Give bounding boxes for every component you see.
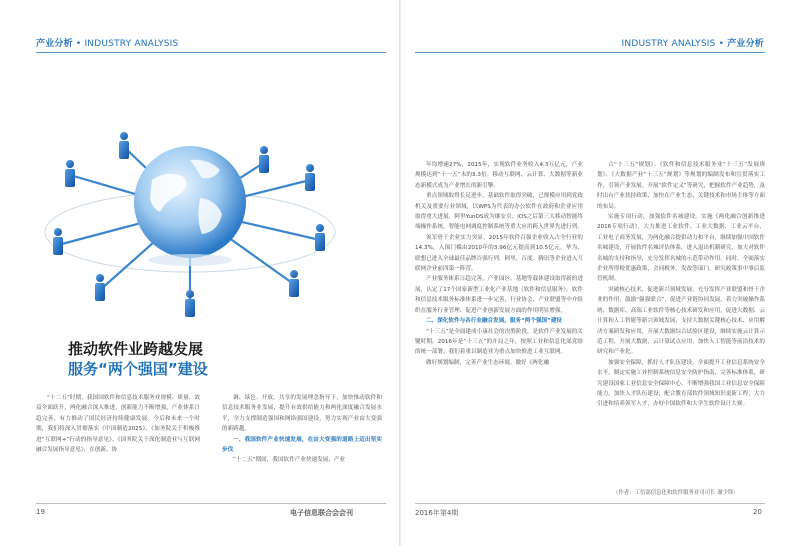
section-header-en: INDUSTRY ANALYSIS [84,39,179,49]
magazine-name: 电子信息联合会会刊 [290,509,353,517]
section-header-bullet: • [715,39,728,49]
paragraph: 领军骨干企业实力突显，2015年软件百强企业收入占全行业的14.3%，入围门槛由2010年的3.96亿元提高到10.5亿元。华为、联想已进入全球最佳品牌百强行列，阿里、百度、腾讯等企业进入互联网企业前四第一阵营。 [415,234,583,273]
paragraph: 重点领域取得长足进步，基础软件取得突破，已规模应用到党政机关及重要行业领域，以WPS为代表的办公软件在政府和企业应用取得重大进展，阿里YunOS成为继安卓、iOS之后第三大移动智能终端操作系统，智能电网调度控制系统等重大应用跨入世界先进行列。 [415,193,583,231]
section-header-cn: 产业分析 [36,39,73,49]
paragraph: 合“十三五”规划》、《软件和信息技术服务业“十三五”发展规划》、《大数据产业“十三五”规划》等规划的编制发布和宣贯落实工作，引领产业发展。开展“软件定义”等研究，把握软件产业趋势，及时出台产业扶持政策，加快在产业生态、关键技术和市场主体等方面的布局。 [597,162,766,210]
section-header-bullet: • [72,39,85,49]
section-header-left [36,36,178,49]
paragraph: “十二五”时期，我国国软件和信息技术服务业规模、质量、效益全面跃升，两化融合深入推进，创新能力不断增强，产业体系日趋完善，有力推动了国民经济持续健康发展。今后和未来一个时期，我们将深入贯彻落实《中国制造2025》、《加务院关于积极推进“互联网+”行动的指导意见》、《国务院关于深化制造业与互联网融合发展指导意见》，在创新、协 [36,395,200,454]
paragraph: 做好规划编制，完善产业生态环境。做好《两化融 [426,359,550,366]
article-title-line1: 推动软件业跨越发展 [68,340,204,358]
section-heading-2: 二、深化软件与各行业融合发展，服务“两个强国”建设 [426,318,563,325]
network-globe-illustration [40,120,340,330]
footer-rule [36,503,386,504]
article-title-line2: 服务“两个强国”建设 [68,360,208,378]
left-page [0,0,399,546]
issue-label: 2016年第4期 [415,509,459,517]
page-number-right: 20 [753,508,762,516]
paragraph: 加强安全保障，抓好人才队伍建设。全面提升工业信息系统安全水平，制定实施工业控制系统信息安全防护指南，完善标准体系，研究建设国家工业信息安全保障中心。不断增强我国工业信息安全保障能力，加快人才队伍建设，配合教育部软件领域知识更新工程，大力引进和培养领军人才，办好中国软件和大学生软件设计大赛。 [597,359,765,408]
footer-rule [415,503,765,504]
body-column-4 [597,160,765,410]
paragraph: 年均增速27%，2015年，实现软件业务收入4.3万亿元，产业规模达到“十一五”末的3.3倍。移动互联网、云计算、大数据等新业态新模式成为产业增长的新引擎。 [415,162,583,189]
header-rule [415,52,765,53]
section-header-cn: 产业分析 [727,39,764,49]
header-rule [36,52,386,53]
paragraph: “十二五”期间，我国软件产业快速发展，产业 [233,457,346,464]
body-column-2 [222,393,382,466]
section-header-right [622,36,764,49]
body-column-1 [36,393,200,455]
paragraph: “十三五”是全面建成小康社会的决胜阶段，是软件产业发展的关键时期。2016年是“十三五”的开局之年，按照工业和信息化部党组的统一部署，我们着重以制造业为重点加快推进工业互联网。 [415,328,583,356]
right-page [401,0,800,546]
paragraph: 调、绿色、开放、共享的发展理念指导下，加快推动软件和信息技术服务业发展，提升有效供给能力和两化深度融合发展水平，全力支撑制造强国和网络强国建设，努力实现产业由大变强的新跨越。 [222,395,382,433]
body-column-3 [415,160,583,368]
page-number-left: 19 [36,508,45,516]
section-header-en: INDUSTRY ANALYSIS [621,39,716,49]
paragraph: 产业服务体系日趋完善，产业园区、基地等载体建设取得新的进展，认定了17个国家新型工业化产业基地（软件和信息服务），软件和信息技术服务标准体系进一步完善，行业协会、产业联盟等中介组织在服务行业管理、促进产业创新发展方面的作用明显增强。 [415,276,583,314]
section-heading-1: 一、我国软件产业快速发展，在由大变强的道路上迈出坚实步伐 [222,436,382,454]
paragraph: 突破核心技术，促进新兴领域发展。充分发挥产业联盟和骨干企业的作用，鼓励“强强联合”，促进产业链协同发展，着力突破操作系统、数据库、高端工业软件等核心技术研发和应用，促进大数据、云计算和人工智能等新兴领域发展，支持大数据关键核心技术、应用解决方案研发和应用，开展大数据综合试验区建设，继续实施云计算示范工程，开展大数据、云计算试点应用，加快人工智能等前沿技术的研究和产业化。 [597,286,766,356]
author-credit: （作者：工信部信息化和软件服务业司司长 谢少锋） [613,490,739,496]
paragraph: 实施专项行动，加强软件名城建设。实施《两化融合创新推进2016专项行动》，大力推进工业软件、工业大数据、工业云平台、工业电子商务发展，为两化融合提供动力和平台，继续加强中国软件名城建设，开展软件名城评估体系，进入退出机制研究，加大对软件名城的支持和指导，充分发挥名城的示范带动作用。同时，全面落实企业所得税优惠政策，会同税务、发改等部门，研究政策事中事后监管机制。 [597,214,765,283]
